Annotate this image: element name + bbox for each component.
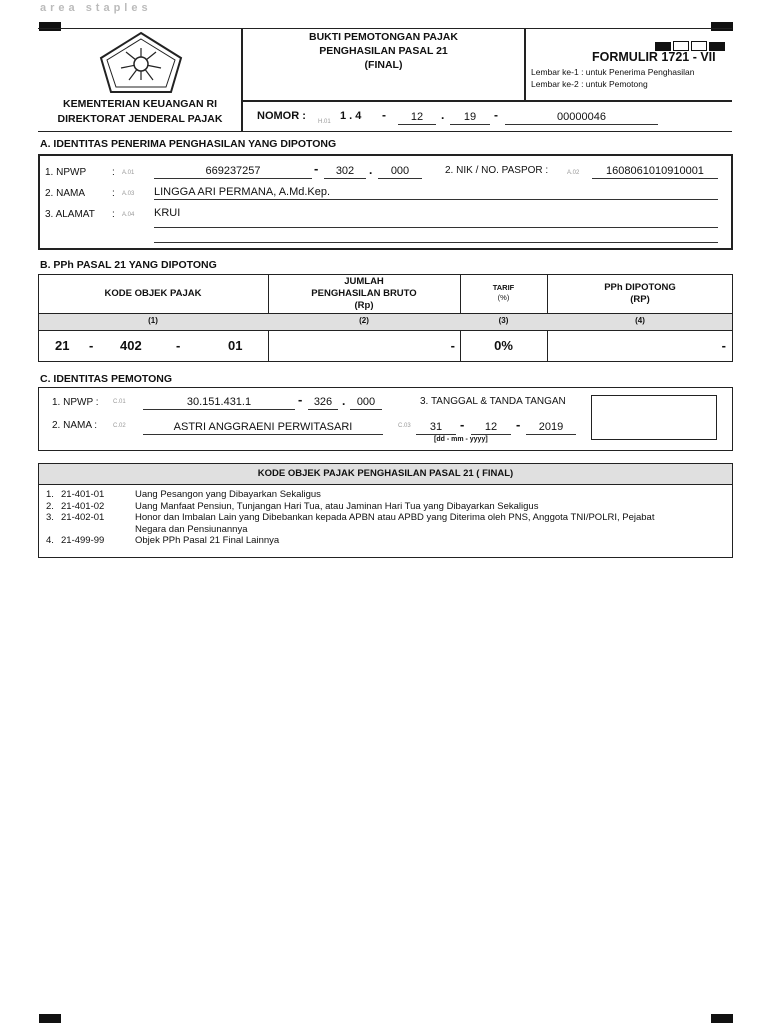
tarif-value: 0% xyxy=(494,338,513,353)
tanggal-label: 3. TANGGAL & TANDA TANGAN xyxy=(420,396,566,407)
col-number-1: (1) xyxy=(148,316,158,325)
recipient-alamat-field[interactable]: KRUI xyxy=(154,207,718,228)
col-number-2: (2) xyxy=(359,316,369,325)
nomor-dash-1: - xyxy=(382,108,386,122)
col-penghasilan-bruto-line-2: PENGHASILAN BRUTO xyxy=(311,288,417,299)
section-c-title: C. IDENTITAS PEMOTONG xyxy=(40,373,173,385)
recipient-npwp-colon: : xyxy=(112,167,115,178)
list-item-number: 2. xyxy=(46,500,54,512)
form-title xyxy=(243,30,524,72)
list-item-number: 1. xyxy=(46,489,54,500)
recipient-npwp-dot: . xyxy=(369,163,373,177)
date-dash-2: - xyxy=(516,417,521,432)
col-pph-dipotong-line-2: (RP) xyxy=(630,294,650,305)
nomor-code: H.01 xyxy=(318,119,331,125)
date-code: C.03 xyxy=(398,423,411,429)
registration-mark-top-right xyxy=(711,22,733,31)
form-title-line-2: PENGHASILAN PASAL 21 xyxy=(319,45,448,57)
pemotong-npwp-field-3[interactable]: 000 xyxy=(350,396,382,410)
list-item-description: Uang Pesangon yang Dibayarkan Sekaligus xyxy=(135,489,321,500)
list-item-description: Objek PPh Pasal 21 Final Lainnya xyxy=(135,535,280,546)
list-item-description-2: Negara dan Pensiunannya xyxy=(135,523,248,535)
date-year-field[interactable]: 2019 xyxy=(526,421,576,435)
section-b-title: B. PPh PASAL 21 YANG DIPOTONG xyxy=(40,259,217,271)
area-staples-label: area staples xyxy=(40,2,152,14)
col-pph-dipotong xyxy=(547,282,733,306)
pemotong-nama-label: 2. NAMA : xyxy=(52,420,98,431)
form-title-line-3: (FINAL) xyxy=(364,59,403,71)
kode-dash-1: - xyxy=(89,338,94,353)
directorate-name: DIREKTORAT JENDERAL PAJAK xyxy=(57,113,223,125)
list-item-code: 21-401-01 xyxy=(61,489,105,500)
ministry-name: KEMENTERIAN KEUANGAN RI xyxy=(62,98,217,110)
col-kode-objek-pajak: KODE OBJEK PAJAK xyxy=(104,288,202,299)
formulir-number: FORMULIR 1721 - VII xyxy=(592,50,716,64)
nomor-dot: . xyxy=(441,108,445,122)
recipient-nama-label: 2. NAMA xyxy=(45,188,86,199)
col-penghasilan-bruto xyxy=(268,276,460,312)
lembar-2-note: Lembar ke-2 : untuk Pemotong xyxy=(531,79,648,89)
recipient-alamat-label: 3. ALAMAT xyxy=(45,209,95,220)
nomor-prefix: 1 . 4 xyxy=(340,110,362,122)
lembar-1-note: Lembar ke-1 : untuk Penerima Penghasilan xyxy=(531,67,695,77)
registration-mark-bottom-right xyxy=(711,1014,733,1023)
header-top-line xyxy=(38,28,732,29)
list-item xyxy=(46,535,726,547)
recipient-npwp-field-1[interactable]: 669237257 xyxy=(154,165,312,179)
recipient-alamat-colon: : xyxy=(112,209,115,220)
recipient-alamat-field-line-2[interactable] xyxy=(154,229,718,243)
col-pph-dipotong-line-1: PPh DIPOTONG xyxy=(604,282,676,293)
pemotong-npwp-label: 1. NPWP : xyxy=(52,397,99,408)
pemotong-npwp-field-2[interactable]: 326 xyxy=(308,396,338,410)
kode-objek-list xyxy=(46,489,726,547)
col-number-3: (3) xyxy=(498,316,509,325)
kode-objek-table-title: KODE OBJEK PAJAK PENGHASILAN PASAL 21 ( FINAL) xyxy=(257,468,514,479)
col-penghasilan-bruto-line-3: (Rp) xyxy=(354,300,374,311)
penghasilan-bruto-value: - xyxy=(450,338,455,353)
list-item-code: 21-499-99 xyxy=(61,535,105,546)
list-item-description: Honor dan Imbalan Lain yang Dibebankan kepada APBN atau APBD yang Diterima oleh PNS, Anggota TNI/POLRI, Pejabat xyxy=(135,512,655,523)
date-format-hint: [dd - mm - yyyy] xyxy=(434,436,488,443)
pemotong-npwp-dash: - xyxy=(298,392,303,407)
nomor-dash-2: - xyxy=(494,108,498,122)
kode-part-1: 21 xyxy=(55,338,70,353)
section-a-title: A. IDENTITAS PENERIMA PENGHASILAN YANG DIPOTONG xyxy=(40,138,337,150)
list-item-number: 3. xyxy=(46,512,54,523)
recipient-nik-label: 2. NIK / NO. PASPOR : xyxy=(445,165,549,176)
kode-part-2: 402 xyxy=(120,338,142,353)
recipient-npwp-field-3[interactable]: 000 xyxy=(378,165,422,179)
list-item xyxy=(46,512,726,524)
pph-dipotong-value: - xyxy=(721,338,726,353)
col-penghasilan-bruto-line-1: JUMLAH xyxy=(344,276,384,287)
pemotong-nama-code: C.02 xyxy=(113,423,126,429)
nomor-year-field[interactable]: 19 xyxy=(450,111,490,125)
list-item-number: 4. xyxy=(46,535,54,546)
recipient-alamat-code: A.04 xyxy=(122,212,135,218)
header-bottom-line xyxy=(38,131,732,132)
list-item-code: 21-402-01 xyxy=(61,512,105,523)
col-tarif xyxy=(460,283,547,303)
recipient-npwp-dash: - xyxy=(314,161,319,176)
col-tarif-line-2: (%) xyxy=(497,293,510,302)
recipient-nama-code: A.03 xyxy=(122,191,135,197)
header-divider-right xyxy=(524,28,526,102)
signature-box[interactable] xyxy=(591,395,717,440)
recipient-npwp-code: A.01 xyxy=(122,170,135,176)
list-item xyxy=(46,489,726,501)
list-item xyxy=(46,501,726,513)
list-item-code: 21-401-02 xyxy=(61,500,105,512)
djp-logo-icon xyxy=(96,30,186,96)
recipient-npwp-field-2[interactable]: 302 xyxy=(324,165,366,179)
recipient-nik-field[interactable]: 1608061010910001 xyxy=(592,165,718,179)
recipient-nik-code: A.02 xyxy=(567,170,580,176)
recipient-nama-colon: : xyxy=(112,188,115,199)
recipient-npwp-label: 1. NPWP xyxy=(45,167,87,178)
pemotong-npwp-dot: . xyxy=(342,394,346,408)
recipient-nama-field[interactable]: LINGGA ARI PERMANA, A.Md.Kep. xyxy=(154,186,718,200)
nomor-month-field[interactable]: 12 xyxy=(398,111,436,125)
date-day-field[interactable]: 31 xyxy=(416,421,456,435)
registration-mark-bottom-left xyxy=(39,1014,61,1023)
kode-dash-2: - xyxy=(176,338,181,353)
pemotong-npwp-code: C.01 xyxy=(113,399,126,405)
registration-mark-top-left xyxy=(39,22,61,31)
form-title-line-1: BUKTI PEMOTONGAN PAJAK xyxy=(309,31,458,43)
col-tarif-line-1: TARIF xyxy=(492,283,515,292)
pemotong-npwp-field-1[interactable]: 30.151.431.1 xyxy=(143,396,295,410)
kode-part-3: 01 xyxy=(228,338,243,353)
col-number-4: (4) xyxy=(635,316,645,325)
header-mid-line xyxy=(241,100,732,102)
nomor-sequence-field[interactable]: 00000046 xyxy=(505,111,658,125)
list-item-continuation xyxy=(46,524,726,536)
list-item-description: Uang Manfaat Pensiun, Tunjangan Hari Tua, atau Jaminan Hari Tua yang Dibayarkan Sekaligus xyxy=(135,500,539,512)
date-month-field[interactable]: 12 xyxy=(471,421,511,435)
nomor-label: NOMOR : xyxy=(257,110,306,122)
pemotong-nama-field[interactable]: ASTRI ANGGRAENI PERWITASARI xyxy=(143,421,383,435)
date-dash-1: - xyxy=(460,417,465,432)
